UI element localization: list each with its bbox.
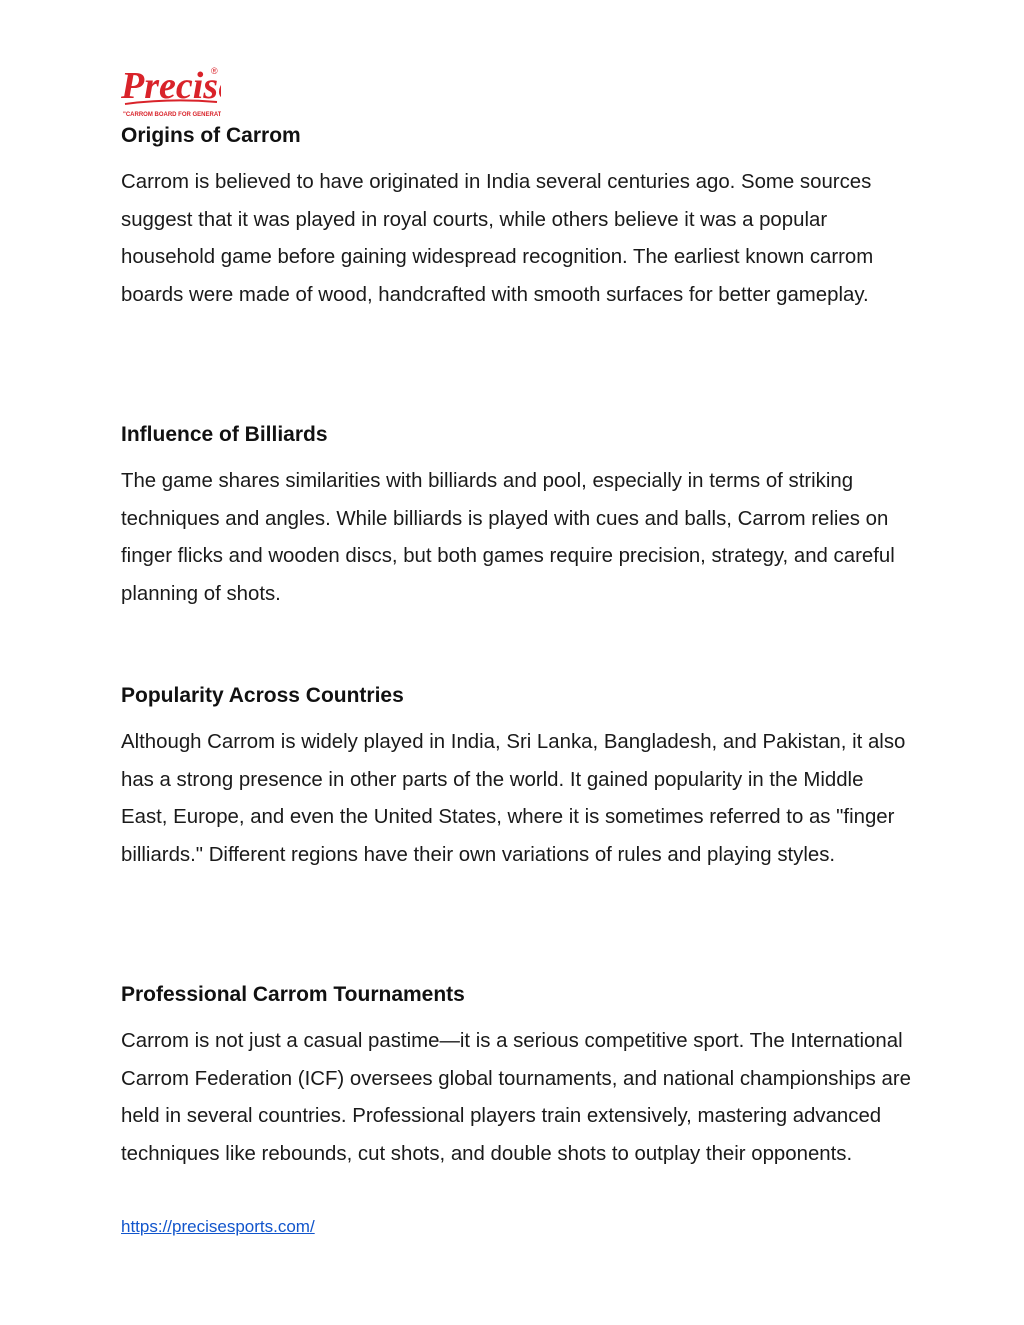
precise-logo <box>121 58 221 120</box>
section-billiards <box>121 420 911 613</box>
logo-brand-text: Precis <box>121 65 219 107</box>
section-heading: Influence of Billiards <box>121 423 328 446</box>
section-body: Carrom is not just a casual pastime—it is a serious competitive sport. The International Carrom Federation (ICF) oversees global tournaments, and national championships are held in several countries. Professional players train extensively, mastering advanced techniques like rebounds, cut shots, and double shots to outplay their opponents. <box>121 1030 911 1165</box>
section-heading: Professional Carrom Tournaments <box>121 983 465 1006</box>
section-popularity <box>121 681 911 874</box>
section-heading: Origins of Carrom <box>121 124 301 147</box>
section-origins <box>121 121 911 314</box>
section-body: Carrom is believed to have originated in India several centuries ago. Some sources suggest that it was played in royal courts, while others believe it was a popular household game before gaining widespread recognition. The earliest known carrom boards were made of wood, handcrafted with smooth surfaces for better gameplay. <box>121 171 874 306</box>
section-tournaments <box>121 980 911 1173</box>
website-link[interactable]: https://precisesports.com/ <box>121 1217 315 1236</box>
section-body: The game shares similarities with billiards and pool, especially in terms of striking techniques and angles. While billiards is played with cues and balls, Carrom relies on finger flicks and wooden discs, but both games require precision, strategy, and careful planning of shots. <box>121 470 895 605</box>
section-heading: Popularity Across Countries <box>121 684 404 707</box>
logo-tagline: "CARROM BOARD FOR GENERAT <box>123 112 221 118</box>
precise-logo-graphic <box>121 58 221 120</box>
logo-registered-mark: ® <box>211 66 218 76</box>
section-body: Although Carrom is widely played in India, Sri Lanka, Bangladesh, and Pakistan, it also has a strong presence in other parts of the world. It gained popularity in the Middle East, Europe, and even the United States, where it is sometimes referred to as "finger billiards." Different regions have their own variations of rules and playing styles. <box>121 731 906 866</box>
